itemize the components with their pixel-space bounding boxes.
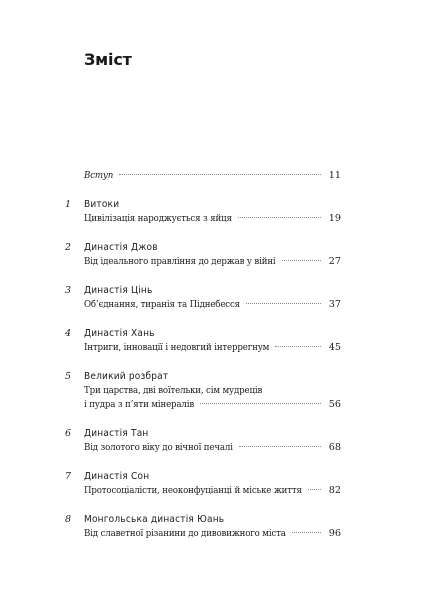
chapter-title: Витоки <box>84 199 120 210</box>
toc-page-number: 45 <box>328 342 341 353</box>
toc-page-number: 56 <box>328 399 341 410</box>
dot-leader <box>238 216 321 218</box>
dot-leader <box>282 259 321 261</box>
toc-page-number: 27 <box>328 256 341 267</box>
dot-leader <box>246 302 321 304</box>
toc-page-number: 37 <box>328 299 341 310</box>
chapter-title: Династія Сон <box>84 471 150 482</box>
toc-page-number: 82 <box>328 485 341 496</box>
dot-leader <box>119 173 321 175</box>
toc-chapter-3-subtitle-row <box>0 297 425 313</box>
chapter-subtitle-line-2: і пудра з п’яти мінералів <box>84 399 195 410</box>
toc-chapter-7-subtitle-row <box>0 483 425 499</box>
chapter-number: 4 <box>64 328 72 339</box>
chapter-title: Династія Хань <box>84 328 155 339</box>
chapter-subtitle: Протосоціалісти, неоконфуціанці й міське життя <box>84 485 302 496</box>
toc-page-number: 19 <box>328 213 341 224</box>
dot-leader <box>275 345 321 347</box>
toc-page-number: 96 <box>328 528 341 539</box>
dot-leader <box>292 531 321 533</box>
toc-page-number: 68 <box>328 442 341 453</box>
chapter-title: Династія Джов <box>84 242 158 253</box>
chapter-number: 5 <box>64 371 72 382</box>
chapter-title: Династія Тан <box>84 428 149 439</box>
toc-entry-intro[interactable] <box>0 168 425 184</box>
chapter-title: Великий розбрат <box>84 371 169 382</box>
toc-page-number: 11 <box>328 170 341 181</box>
dot-leader <box>239 445 321 447</box>
chapter-number: 1 <box>64 199 72 210</box>
chapter-subtitle: Від ідеального правління до держав у війні <box>84 256 276 267</box>
toc-chapter-8-subtitle-row <box>0 526 425 542</box>
toc-chapter-4-subtitle-row <box>0 340 425 356</box>
chapter-subtitle: Інтриги, інновації і недовгий інтеррегнум <box>84 342 270 353</box>
chapter-number: 7 <box>64 471 72 482</box>
chapter-subtitle: Цивілізація народжується з яйця <box>84 213 232 224</box>
toc-entry-row <box>84 168 341 184</box>
toc-entry-title: Вступ <box>84 170 114 181</box>
chapter-number: 2 <box>64 242 72 253</box>
dot-leader <box>200 402 321 404</box>
chapter-subtitle-line-1: Три царства, дві воїтельки, сім мудреців <box>84 385 263 396</box>
chapter-subtitle: Об’єднання, тиранія та Піднебесся <box>84 299 240 310</box>
chapter-subtitle: Від золотого віку до вічної печалі <box>84 442 233 453</box>
toc-chapter-2-subtitle-row <box>0 254 425 270</box>
toc-chapter-5-subtitle-row-2 <box>0 397 425 413</box>
toc-chapter-1-subtitle-row <box>0 211 425 227</box>
chapter-subtitle: Від славетної різанини до дивовижного міста <box>84 528 286 539</box>
chapter-title: Монгольська династія Юань <box>84 514 225 525</box>
chapter-number: 3 <box>64 285 72 296</box>
page-title: Зміст <box>84 50 132 69</box>
toc-chapter-6-subtitle-row <box>0 440 425 456</box>
chapter-number: 8 <box>64 514 72 525</box>
chapter-number: 6 <box>64 428 72 439</box>
dot-leader <box>308 488 321 490</box>
chapter-title: Династія Цінь <box>84 285 153 296</box>
